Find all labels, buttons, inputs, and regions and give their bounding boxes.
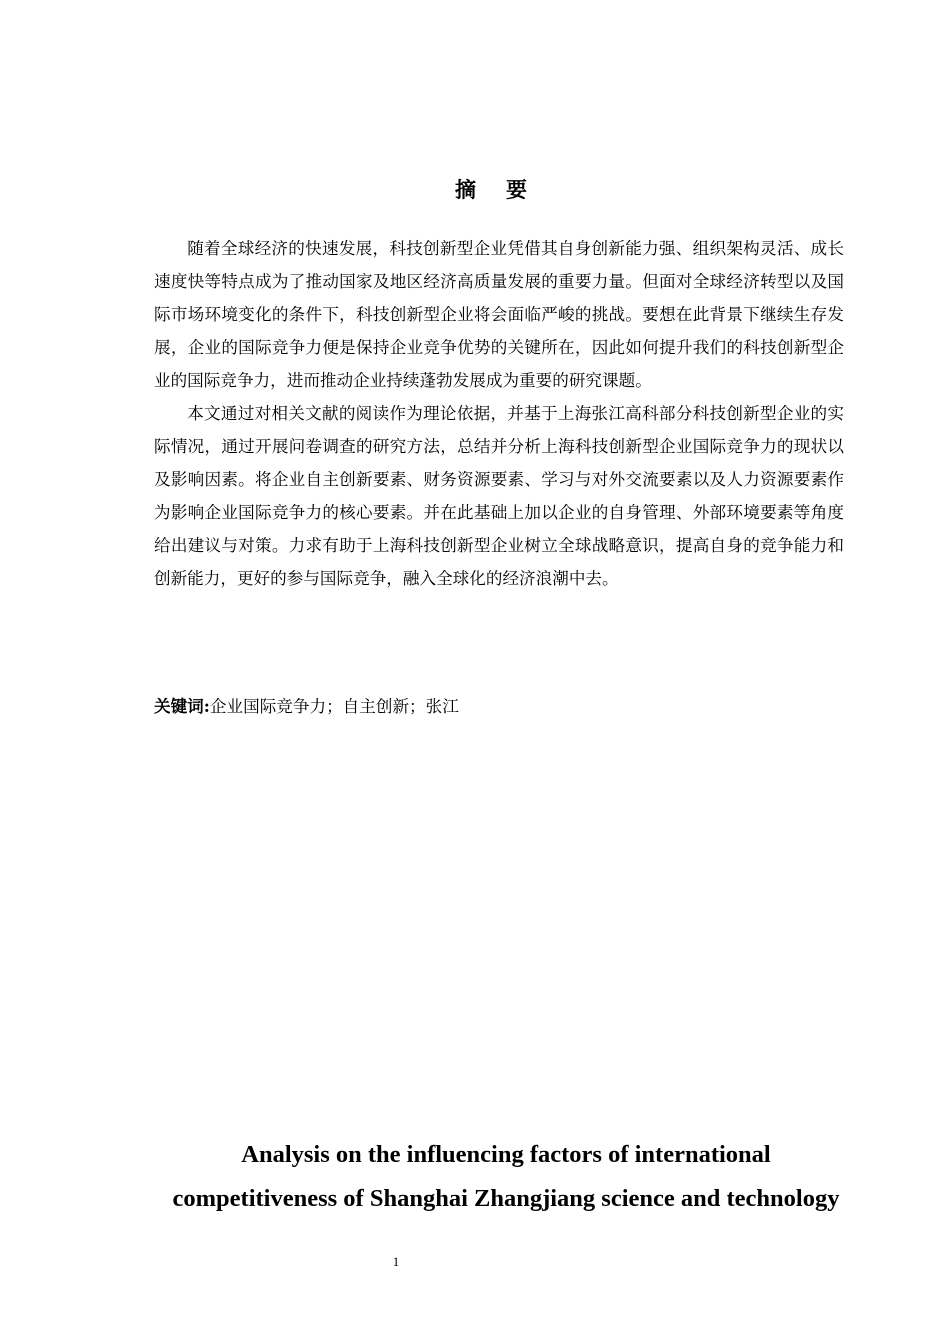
english-title-line-2: competitiveness of Shanghai Zhangjiang science and technology: [172, 1185, 840, 1212]
keywords-text: 企业国际竞争力；自主创新；张江: [209, 697, 459, 716]
page-number: 1: [392, 1254, 400, 1269]
english-title: [100, 1133, 912, 1221]
keywords-label: 关键词:: [154, 696, 210, 716]
keywords-line: [154, 690, 844, 723]
english-title-line-1: Analysis on the influencing factors of international: [241, 1141, 771, 1168]
abstract-paragraph: 随着全球经济的快速发展，科技创新型企业凭借其自身创新能力强、组织架构灵活、成长速度快等特点成为了推动国家及地区经济高质量发展的重要力量。但面对全球经济转型以及国际市场环境变化的条件下，科技创新型企业将会面临严峻的挑战。要想在此背景下继续生存发展，企业的国际竞争力便是保持企业竞争优势的关键所在，因此如何提升我们的科技创新型企业的国际竞争力，进而推动企业持续蓬勃发展成为重要的研究课题。: [154, 239, 844, 390]
abstract-paragraph: 本文通过对相关文献的阅读作为理论依据，并基于上海张江高科部分科技创新型企业的实际情况，通过开展问卷调查的研究方法，总结并分析上海科技创新型企业国际竞争力的现状以及影响因素。将企业自主创新要素、财务资源要素、学习与对外交流要素以及人力资源要素作为影响企业国际竞争力的核心要素。并在此基础上加以企业的自身管理、外部环境要素等角度给出建议与对策。力求有助于上海科技创新型企业树立全球战略意识，提高自身的竞争能力和创新能力，更好的参与国际竞争，融入全球化的经济浪潮中去。: [154, 404, 844, 588]
abstract-body: [154, 232, 844, 595]
abstract-title: 摘要: [455, 177, 557, 202]
